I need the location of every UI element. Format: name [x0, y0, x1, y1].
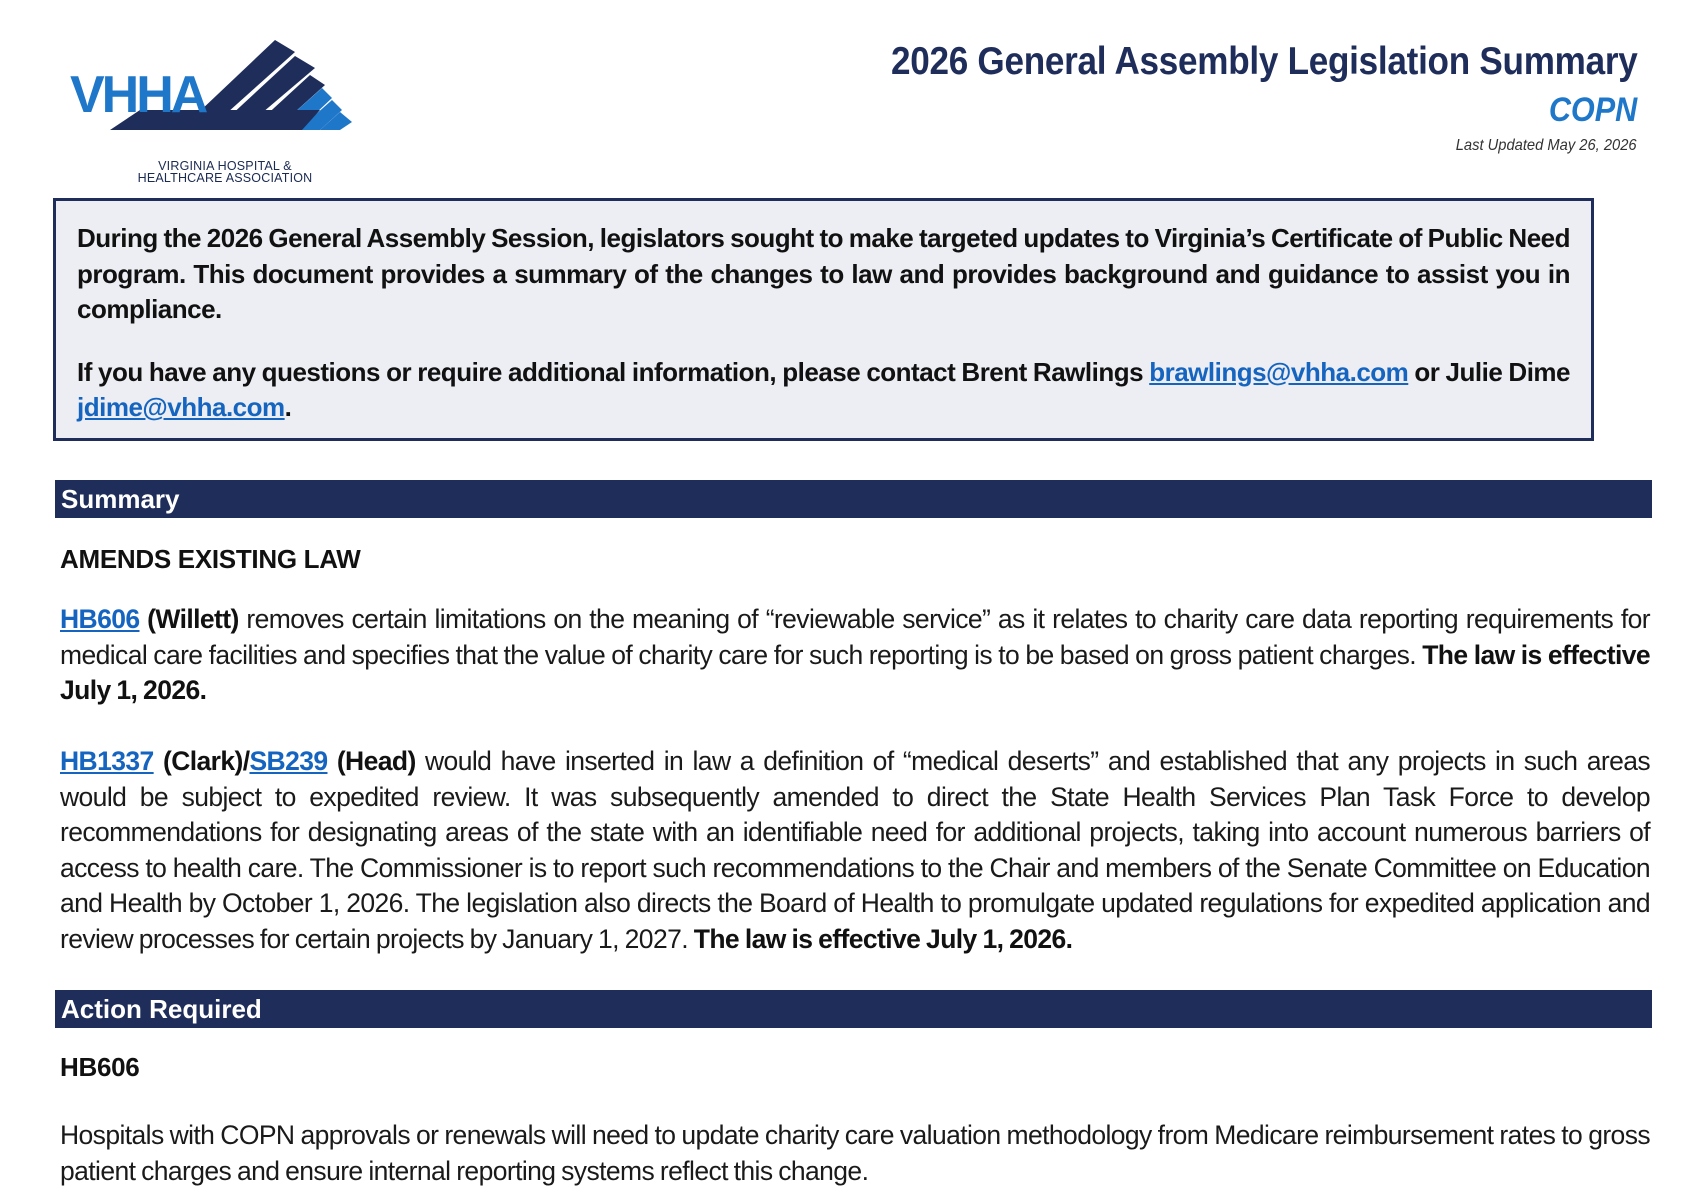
bill-sponsor-head: (Head) [327, 746, 416, 776]
contact-prefix: If you have any questions or require additional information, please contact Brent Rawlings [77, 356, 1150, 387]
bill-hb606-text: removes certain limitations on the meaning of “reviewable service” as it relates to charity care data reporting requirements for medical care facilities and specifies that the value of charity care for such reporting is to be based on gross patient charges. [60, 604, 1650, 670]
action-hb606-text: Hospitals with COPN approvals or renewals will need to update charity care valuation methodology from Medicare reimbursement rates to gross patient charges and ensure internal reporting systems reflect this change. [60, 1120, 1650, 1186]
bill-link-hb1337[interactable]: HB1337 [60, 746, 154, 776]
bill-link-sb239[interactable]: SB239 [249, 746, 328, 776]
contact-suffix: . [284, 392, 292, 422]
logo-graphic [70, 30, 370, 150]
logo-wordmark: VHHA [70, 66, 206, 124]
intro-paragraph: During the 2026 General Assembly Session, legislators sought to make targeted updates to Virginia’s Certificate of Public Need program. This document provides a summary of the changes to law and provides background and guidance to assist you in compliance. [77, 223, 1570, 324]
email-link-brawlings[interactable]: brawlings@vhha.com [1149, 356, 1409, 387]
summary-section-header: Summary [55, 480, 1652, 518]
bill-hb606-effective: The law is effective July 1, 2026. [60, 639, 1650, 705]
contact-paragraph [77, 355, 1570, 426]
logo-subtext-line2: HEALTHCARE ASSOCIATION [137, 171, 313, 185]
vhha-logo [70, 30, 370, 200]
amends-existing-law-heading: AMENDS EXISTING LAW [60, 544, 361, 574]
contact-middle: or Julie Dime [1408, 356, 1570, 387]
bill-hb606-summary [60, 602, 1650, 709]
bill-sponsor-willett: (Willett) [139, 604, 239, 634]
bill-hb1337-text: would have inserted in law a definition of “medical deserts” and established that any projects in such areas would be subject to expedited review. It was subsequently amended to direct the State Health Services Plan Task Force to develop recommendations for designating areas of the state with an identifiable need for additional projects, taking into account numerous barriers of access to health care. The Commissioner is to report such recommendations to the Chair and members of the Senate Committee on Education and Health by October 1, 2026. The legislation also directs the Board of Health to promulgate updated regulations for expedited application and review processes for certain projects by January 1, 2027. [60, 746, 1650, 954]
email-link-jdime[interactable]: jdime@vhha.com [77, 392, 285, 422]
action-required-section-header: Action Required [55, 990, 1652, 1028]
action-hb606-heading: HB606 [60, 1052, 140, 1082]
logo-subtext-line1: VIRGINIA HOSPITAL & [158, 159, 292, 173]
logo-subtext [110, 160, 340, 184]
page-subtitle: COPN [1548, 91, 1637, 129]
bill-hb1337-effective: The law is effective July 1, 2026. [693, 923, 1073, 954]
last-updated-date: Last Updated May 26, 2026 [1456, 137, 1637, 154]
intro-box [53, 198, 1594, 441]
bill-link-hb606[interactable]: HB606 [60, 604, 140, 634]
bill-sponsor-clark: (Clark)/ [153, 746, 250, 776]
bill-hb1337-summary [60, 744, 1650, 957]
page-title: 2026 General Assembly Legislation Summary [890, 40, 1637, 83]
